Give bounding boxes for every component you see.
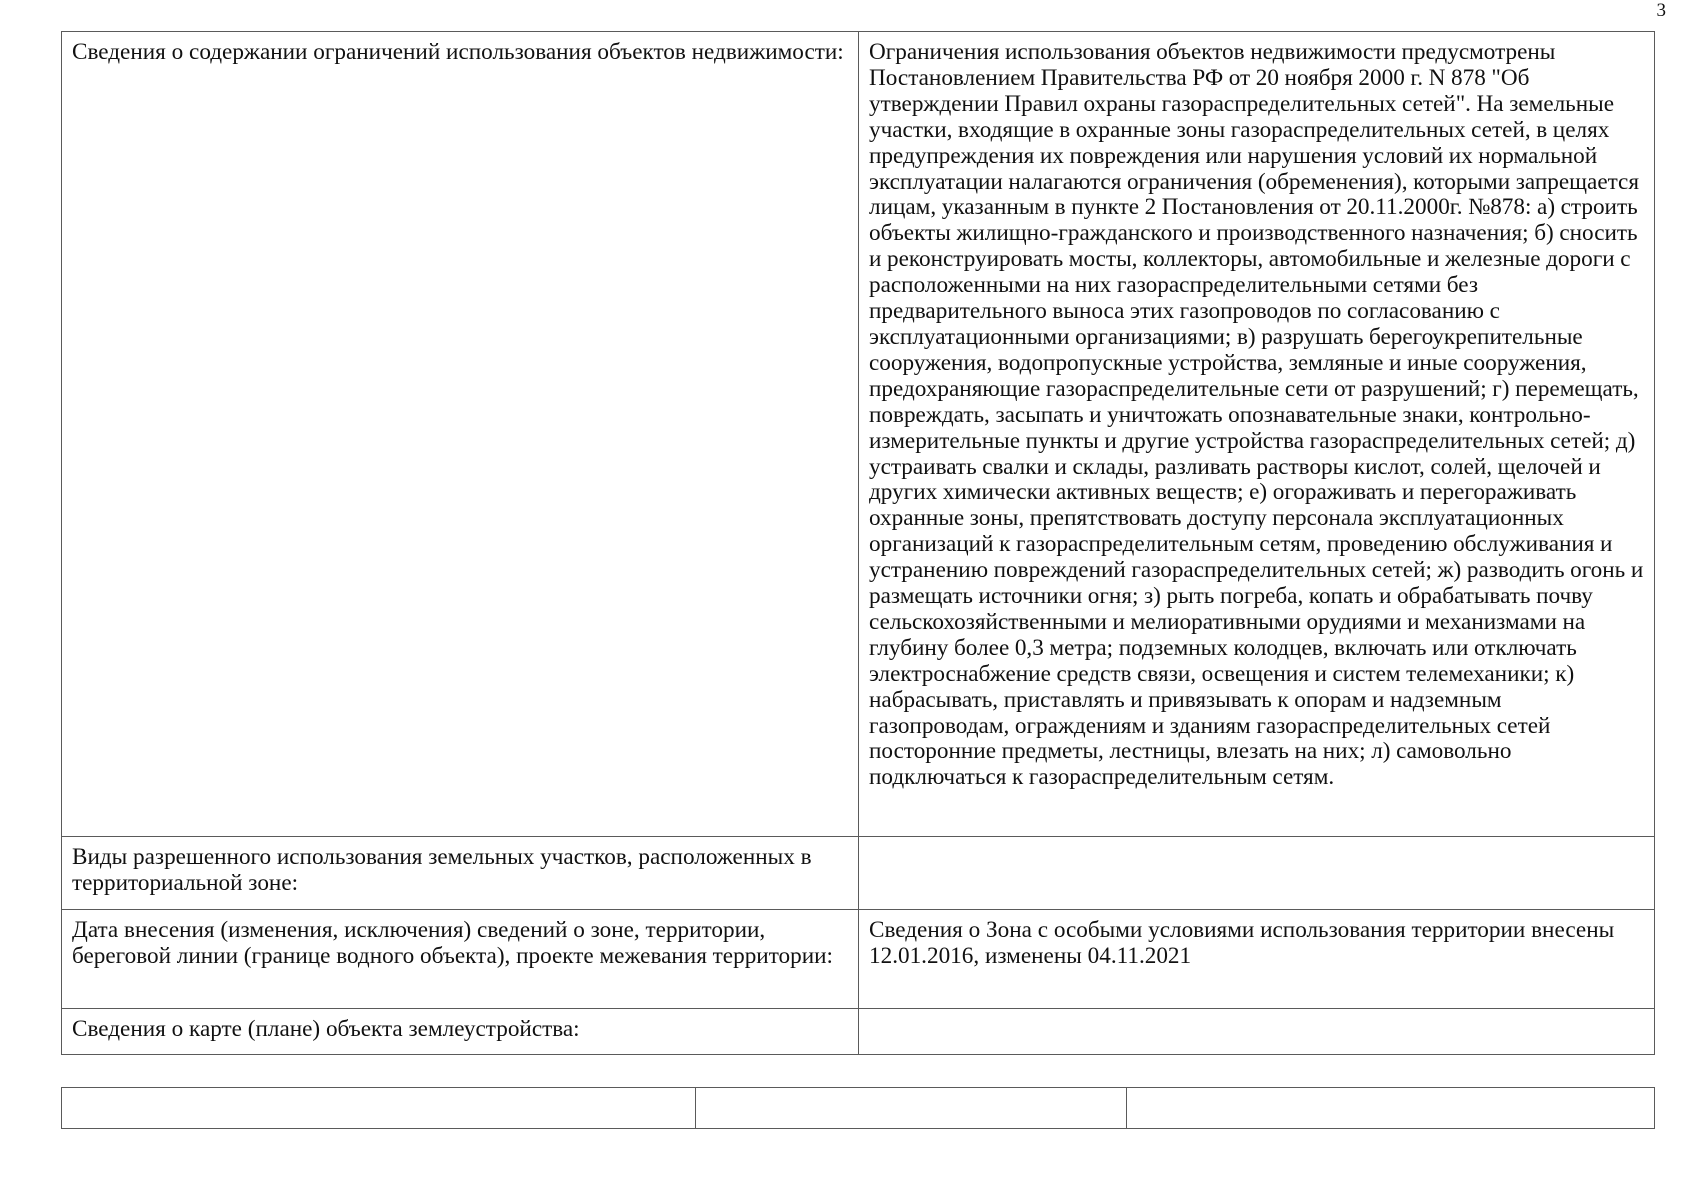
footer-row (62, 1088, 1655, 1129)
table-row-entry-date (62, 910, 1655, 1009)
map-info-value (859, 1009, 1655, 1055)
footer-cell-1 (62, 1088, 696, 1129)
page-number: 3 (1656, 0, 1666, 21)
restrictions-value: Ограничения использования объектов недвижимости предусмотрены Постановлением Правительства РФ от 20 ноября 2000 г. N 878 "Об утверждении Правил охраны газораспределительных сетей". На земельные участки, входящие в охранные зоны газораспределительных сетей, в целях предупреждения их повреждения или нарушения условий их нормальной эксплуатации налагаются ограничения (обременения), которыми запрещается лицам, указанным в пункте 2 Постановления от 20.11.2000г. №878: а) строить объекты жилищно-гражданского и производственного назначения; б) сносить и реконструировать мосты, коллекторы, автомобильные и железные дороги с расположенными на них газораспределительными сетями без предварительного выноса этих газопроводов по согласованию с эксплуатационными организациями; в) разрушать берегоукрепительные сооружения, водопропускные устройства, земляные и иные сооружения, предохраняющие газораспределительные сети от разрушений; г) перемещать, повреждать, засыпать и уничтожать опознавательные знаки, контрольно-измерительные пункты и другие устройства газораспределительных сетей; д) устраивать свалки и склады, разливать растворы кислот, солей, щелочей и других химически активных веществ; е) огораживать и перегораживать охранные зоны, препятствовать доступу персонала эксплуатационных организаций к газораспределительным сетям, проведению обслуживания и устранению повреждений газораспределительных сетей; ж) разводить огонь и размещать источники огня; з) рыть погреба, копать и обрабатывать почву сельскохозяйственными и мелиоративными орудиями и механизмами на глубину более 0,3 метра; подземных колодцев, включать или отключать электроснабжение средств связи, освещения и систем телемеханики; к) набрасывать, приставлять и привязывать к опорам и надземным газопроводам, ограждениям и зданиям газораспределительных сетей посторонние предметы, лестницы, влезать на них; л) самовольно подключаться к газораспределительным сетям. (859, 32, 1655, 837)
footer-cell-3 (1127, 1088, 1655, 1129)
entry-date-label: Дата внесения (изменения, исключения) сведений о зоне, территории, береговой линии (границе водного объекта), проекте межевания территории: (62, 910, 859, 1009)
table-row-restrictions (62, 32, 1655, 837)
entry-date-value: Сведения о Зона с особыми условиями использования территории внесены 12.01.2016, изменены 04.11.2021 (859, 910, 1655, 1009)
permitted-uses-label: Виды разрешенного использования земельных участков, расположенных в территориальной зоне: (62, 837, 859, 910)
table-row-permitted-uses (62, 837, 1655, 910)
table-row-map-info (62, 1009, 1655, 1055)
permitted-uses-value (859, 837, 1655, 910)
footer-cell-2 (696, 1088, 1127, 1129)
restrictions-label: Сведения о содержании ограничений использования объектов недвижимости: (62, 32, 859, 837)
map-info-label: Сведения о карте (плане) объекта землеустройства: (62, 1009, 859, 1055)
footer-table (61, 1087, 1655, 1129)
zone-info-table (61, 31, 1655, 1055)
